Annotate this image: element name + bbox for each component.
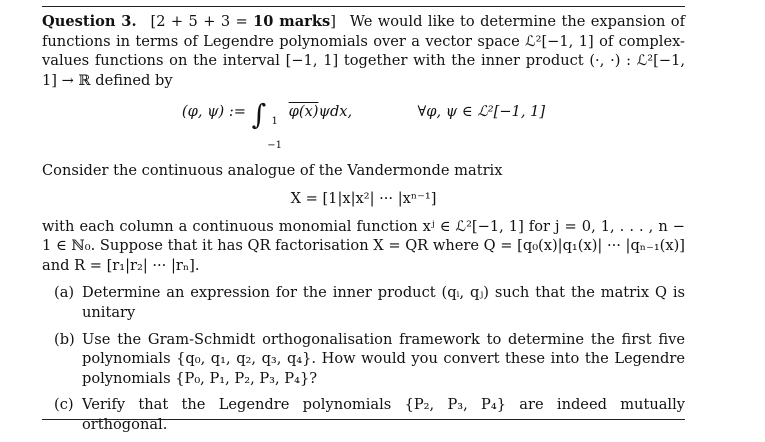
integrand-conjugate: φ(x): [288, 103, 319, 121]
intro-text: We would like to determine the expansion of functions in terms of Legendre polynomials over a vector space ℒ²[−1, 1] of complex-values functions on the interval [−1, 1] together with the inner product (·, ·) : ℒ²[−1, 1] → ℝ defined by: [42, 13, 685, 89]
vandermonde-matrix: X = [1|x|x²| ··· |xⁿ⁻¹]: [290, 189, 437, 207]
integral-upper-limit: 1: [271, 116, 278, 128]
integrand-rest: ψdx,: [318, 103, 353, 121]
marks-open: [2 + 5 + 3 =: [150, 13, 248, 30]
integral-lower-limit: −1: [267, 140, 283, 152]
part-b: [42, 330, 685, 389]
vandermonde-formula: [42, 189, 685, 209]
marks-close: ]: [330, 13, 336, 30]
part-a-text: Determine an expression for the inner product (qᵢ, qⱼ) such that the matrix Q is unitary: [82, 284, 685, 321]
inner-product-lhs: (φ, ψ) :=: [181, 103, 247, 121]
inner-product-definition: [42, 98, 685, 152]
part-b-text: Use the Gram-Schmidt orthogonalisation framework to determine the first five polynomials {q₀, q₁, q₂, q₃, q₄}. How would you convert these into the Legendre polynomials {P₀, P₁, P₂, P₃, P₄}?: [82, 330, 685, 387]
integral-sign: ∫: [251, 98, 267, 132]
part-b-label: (b): [54, 330, 75, 348]
marks-value: 10 marks: [253, 13, 331, 30]
question-parts: [42, 283, 685, 434]
top-rule: [42, 6, 685, 7]
part-c: [42, 395, 685, 434]
qr-paragraph: with each column a continuous monomial function xʲ ∈ ℒ²[−1, 1] for j = 0, 1, . . . , n − 1 ∈ ℕ₀. Suppose that it has QR factorisation X = QR where Q = [q₀(x)|q₁(x)| ··· |qₙ₋₁(x)] and R = [r₁|r₂| ··· |rₙ].: [42, 217, 685, 274]
part-c-label: (c): [54, 396, 74, 414]
part-c-text: Verify that the Legendre polynomials {P₂, P₃, P₄} are indeed mutually orthogonal.: [82, 396, 685, 433]
part-a: [42, 283, 685, 322]
question-number: Question 3.: [42, 13, 137, 30]
vandermonde-intro: Consider the continuous analogue of the Vandermonde matrix: [42, 162, 503, 180]
part-a-label: (a): [54, 284, 75, 302]
bottom-rule: [42, 419, 685, 420]
quantifier: ∀φ, ψ ∈ ℒ²[−1, 1]: [417, 103, 546, 121]
question-intro: [42, 12, 685, 90]
integral-limits: [267, 117, 282, 151]
question-body: [42, 12, 685, 442]
